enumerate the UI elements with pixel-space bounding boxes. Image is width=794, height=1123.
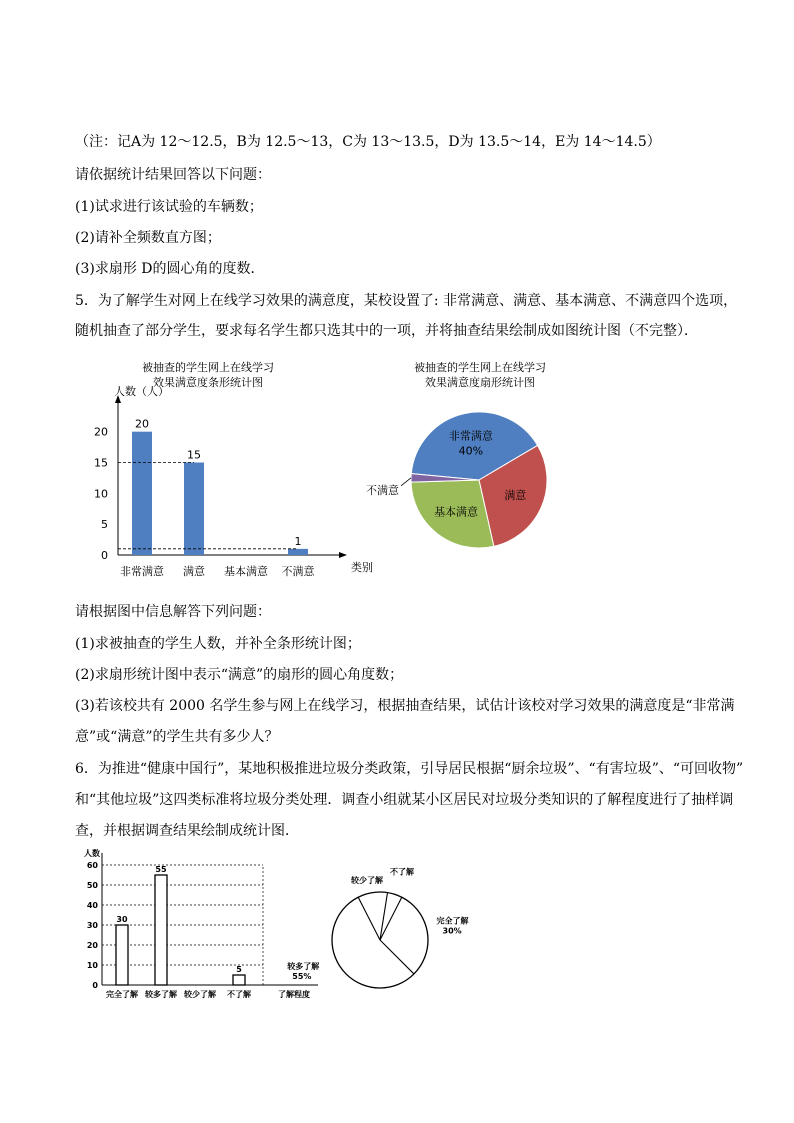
y-axis-label: 人数（人） bbox=[114, 385, 169, 398]
y-tick-label: 20 bbox=[86, 941, 98, 950]
q4-item-2: (2)请补全频数直方图； bbox=[75, 230, 221, 246]
y-tick-label: 60 bbox=[86, 861, 98, 870]
pie-label: 非常满意 bbox=[448, 429, 493, 443]
q5-item-2: (2)求扇形统计图中表示“满意”的扇形的圆心角度数； bbox=[75, 667, 404, 683]
q5-stem-line-2: 随机抽查了部分学生，要求每名学生都只选其中的一项，并将抽查结果绘制成如图统计图（不完整）． bbox=[75, 323, 698, 339]
bar-value-label: 1 bbox=[294, 534, 302, 548]
x-tick-label: 不满意 bbox=[281, 565, 315, 578]
q6-stem-line-2: 和“其他垃圾”这四类标准将垃圾分类处理．调查小组就某小区居民对垃圾分类知识的了解程度进行了抽样调 bbox=[75, 792, 734, 808]
pie-chart-title-line-2: 效果满意度扇形统计图 bbox=[425, 376, 535, 389]
bar bbox=[184, 463, 204, 556]
q6-stem-line-1: 6．为推进“健康中国行”，某地积极推进垃圾分类政策，引导居民根据“厨余垃圾”、“有害垃圾”、“可回收物” bbox=[75, 761, 744, 777]
y-tick-label: 15 bbox=[94, 456, 108, 470]
x-tick-label: 完全了解 bbox=[106, 990, 138, 999]
pie-leader-line bbox=[401, 478, 411, 486]
pie-label: 较多了解 bbox=[287, 962, 320, 972]
q4-item-3: (3)求扇形 D的圆心角的度数． bbox=[75, 261, 265, 277]
pie-label: 较少了解 bbox=[350, 876, 383, 886]
y-axis-label: 人数 bbox=[84, 849, 100, 858]
pie-label: 不了解 bbox=[390, 867, 415, 877]
x-tick-label: 非常满意 bbox=[120, 565, 164, 578]
q5-intro: 请根据图中信息解答下列问题： bbox=[75, 604, 271, 620]
satisfaction-bar-chart bbox=[90, 355, 373, 585]
x-tick-label: 较多了解 bbox=[145, 990, 177, 999]
x-axis-arrow bbox=[339, 552, 347, 558]
pie-label: 满意 bbox=[504, 488, 527, 502]
x-tick-label: 较少了解 bbox=[184, 990, 216, 999]
knowledge-pie-chart bbox=[287, 860, 470, 1000]
pie-label: 不满意 bbox=[366, 483, 400, 497]
bar-value-label: 55 bbox=[155, 865, 167, 874]
y-tick-label: 30 bbox=[86, 921, 98, 930]
pie-percent-label: 30% bbox=[442, 926, 462, 936]
y-tick-label: 0 bbox=[101, 549, 108, 562]
bar bbox=[288, 549, 308, 555]
satisfaction-pie-chart bbox=[355, 355, 585, 560]
bar-value-label: 30 bbox=[116, 915, 128, 924]
bar bbox=[233, 975, 245, 985]
x-tick-label: 满意 bbox=[183, 565, 205, 578]
bar bbox=[116, 925, 128, 985]
bar bbox=[155, 875, 167, 985]
y-tick-label: 10 bbox=[86, 961, 98, 970]
bar-value-label: 20 bbox=[135, 417, 149, 431]
pie-chart-title-line-1: 被抽查的学生网上在线学习 bbox=[414, 361, 546, 374]
y-tick-label: 50 bbox=[86, 881, 98, 890]
pie-percent-label: 55% bbox=[292, 972, 312, 982]
bar-value-label: 5 bbox=[236, 965, 242, 974]
bar-chart-title-line-1: 被抽查的学生网上在线学习 bbox=[142, 361, 274, 374]
y-tick-label: 5 bbox=[101, 518, 108, 532]
x-axis-label: 了解程度 bbox=[278, 990, 310, 999]
pie-label: 完全了解 bbox=[436, 916, 469, 926]
y-tick-label: 20 bbox=[94, 425, 108, 439]
pie-label: 基本满意 bbox=[434, 505, 479, 519]
x-tick-label: 基本满意 bbox=[224, 565, 268, 578]
bar-value-label: 15 bbox=[187, 448, 201, 462]
bar-chart-title-line-2: 效果满意度条形统计图 bbox=[153, 376, 263, 389]
pie-percent-label: 40% bbox=[458, 444, 484, 458]
x-axis-label: 类别 bbox=[351, 561, 373, 574]
q6-stem-line-3: 查，并根据调查结果绘制成统计图． bbox=[75, 823, 299, 839]
x-tick-label: 不了解 bbox=[227, 990, 251, 999]
q5-item-3-line-1: (3)若该校共有 2000 名学生参与网上在线学习，根据抽查结果，试估计该校对学习效果的满意度是“非常满 bbox=[75, 698, 735, 714]
q5-stem-line-1: 5．为了解学生对网上在线学习效果的满意度，某校设置了: 非常满意、满意、基本满意、不满意四个选项， bbox=[75, 293, 738, 309]
q4-item-1: (1)试求进行该试验的车辆数； bbox=[75, 199, 263, 215]
y-tick-label: 10 bbox=[94, 487, 108, 501]
q4-intro: 请依据统计结果回答以下问题： bbox=[75, 167, 271, 183]
y-tick-label: 40 bbox=[86, 901, 98, 910]
q5-item-3-line-2: 意”或“满意”的学生共有多少人？ bbox=[75, 729, 279, 745]
y-tick-label: 0 bbox=[92, 981, 98, 990]
bar bbox=[132, 432, 152, 555]
q5-item-1: (1)求被抽查的学生人数，并补全条形统计图； bbox=[75, 636, 361, 652]
note-text: （注：记A为 12～12.5，B为 12.5～13，C为 13～13.5，D为 13.5～14，E为 14～14.5） bbox=[75, 134, 661, 150]
